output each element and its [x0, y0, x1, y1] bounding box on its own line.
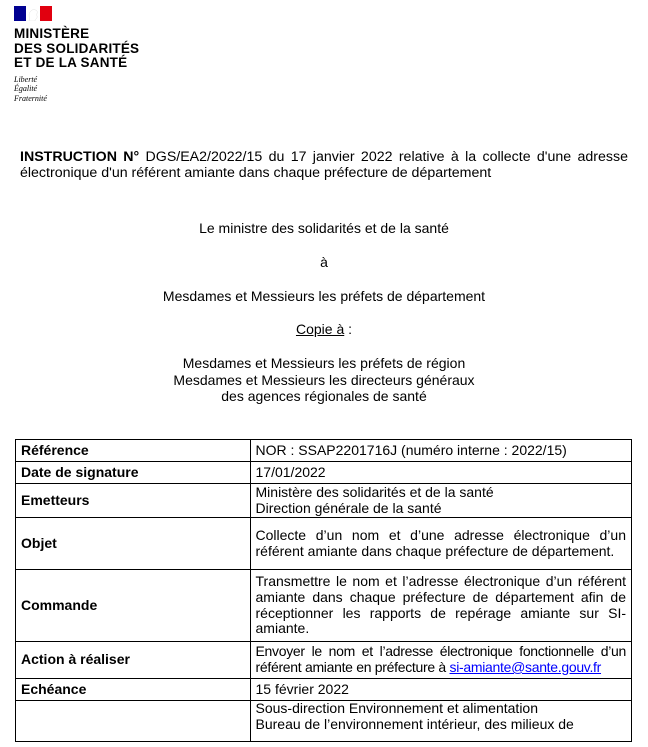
marianne-flag-icon [14, 6, 52, 21]
marianne-profile-icon [26, 6, 40, 21]
instruction-title [20, 149, 628, 182]
copy-recipients [0, 355, 648, 405]
flag-red-band [40, 6, 52, 21]
copy-line: des agences régionales de santé [221, 388, 427, 404]
motto-line: Égalité [14, 84, 38, 93]
ministry-name [14, 27, 139, 71]
copy-heading [0, 321, 648, 338]
row-value: 15 février 2022 [250, 679, 631, 701]
row-label: Date de signature [16, 462, 251, 484]
copy-label: Copie à [295, 321, 345, 337]
ministry-logo [14, 6, 139, 103]
motto-line: Liberté [14, 74, 38, 84]
ministry-line: ET DE LA SANTÉ [14, 55, 128, 70]
row-label: Objet [16, 518, 251, 570]
contact-line: Sous-direction Environnement et alimentation [255, 700, 539, 716]
action-text: Envoyer le nom et l’adresse électronique fonctionnelle d’un référent amiante en préfecture à [255, 643, 626, 675]
table-row [16, 518, 632, 570]
emetteur-line: Ministère des solidarités et de la santé [255, 483, 494, 500]
table-row [16, 570, 632, 642]
row-label: Action à réaliser [16, 642, 251, 679]
flag-blue-band [14, 6, 26, 21]
ministry-line: DES SOLIDARITÉS [14, 40, 140, 56]
emetteur-line: Direction générale de la santé [255, 499, 442, 516]
row-label: Commande [16, 570, 251, 642]
row-value [250, 642, 631, 679]
contact-line: Bureau de l’environnement intérieur, des milieux de [255, 715, 574, 732]
row-label: Référence [16, 440, 251, 462]
row-value [250, 484, 631, 518]
row-value [250, 701, 631, 742]
copy-line: Mesdames et Messieurs les directeurs généraux [173, 371, 475, 388]
row-value: Collecte d’un nom et d’une adresse électronique d’un référent amiante dans chaque préfecture de département. [250, 518, 631, 570]
recipients: Mesdames et Messieurs les préfets de département [162, 288, 486, 304]
row-label: Emetteurs [16, 484, 251, 518]
table-row [16, 642, 632, 679]
sender: Le ministre des solidarités et de la santé [199, 220, 449, 236]
motto-line: Fraternité [14, 93, 47, 103]
instruction-label: INSTRUCTION N° [20, 149, 140, 165]
copy-colon: : [344, 321, 353, 337]
table-row [16, 484, 632, 518]
reference-table [15, 439, 632, 742]
republic-motto [14, 75, 139, 104]
row-value: Transmettre le nom et l’adresse électronique d’un référent amiante dans chaque préfecture de département afin de réceptionner les rapports de repérage amiante sur SI-amiante. [250, 570, 631, 642]
table-row [16, 701, 632, 742]
copy-line: Mesdames et Messieurs les préfets de région [182, 355, 466, 371]
row-label [16, 701, 251, 742]
row-value: NOR : SSAP2201716J (numéro interne : 2022/15) [250, 440, 631, 462]
to-word: à [320, 254, 328, 270]
table-row [16, 440, 632, 462]
instruction-text: DGS/EA2/2022/15 du 17 janvier 2022 relative à la collecte d'une adresse électronique d'un référent amiante dans chaque préfecture de département [20, 149, 628, 182]
row-value: 17/01/2022 [250, 462, 631, 484]
ministry-line: MINISTÈRE [14, 26, 90, 41]
flag-white-band [26, 6, 40, 21]
row-label: Echéance [16, 679, 251, 701]
table-row [16, 462, 632, 484]
email-link[interactable]: si-amiante@sante.gouv.fr [449, 659, 602, 675]
table-row [16, 679, 632, 701]
